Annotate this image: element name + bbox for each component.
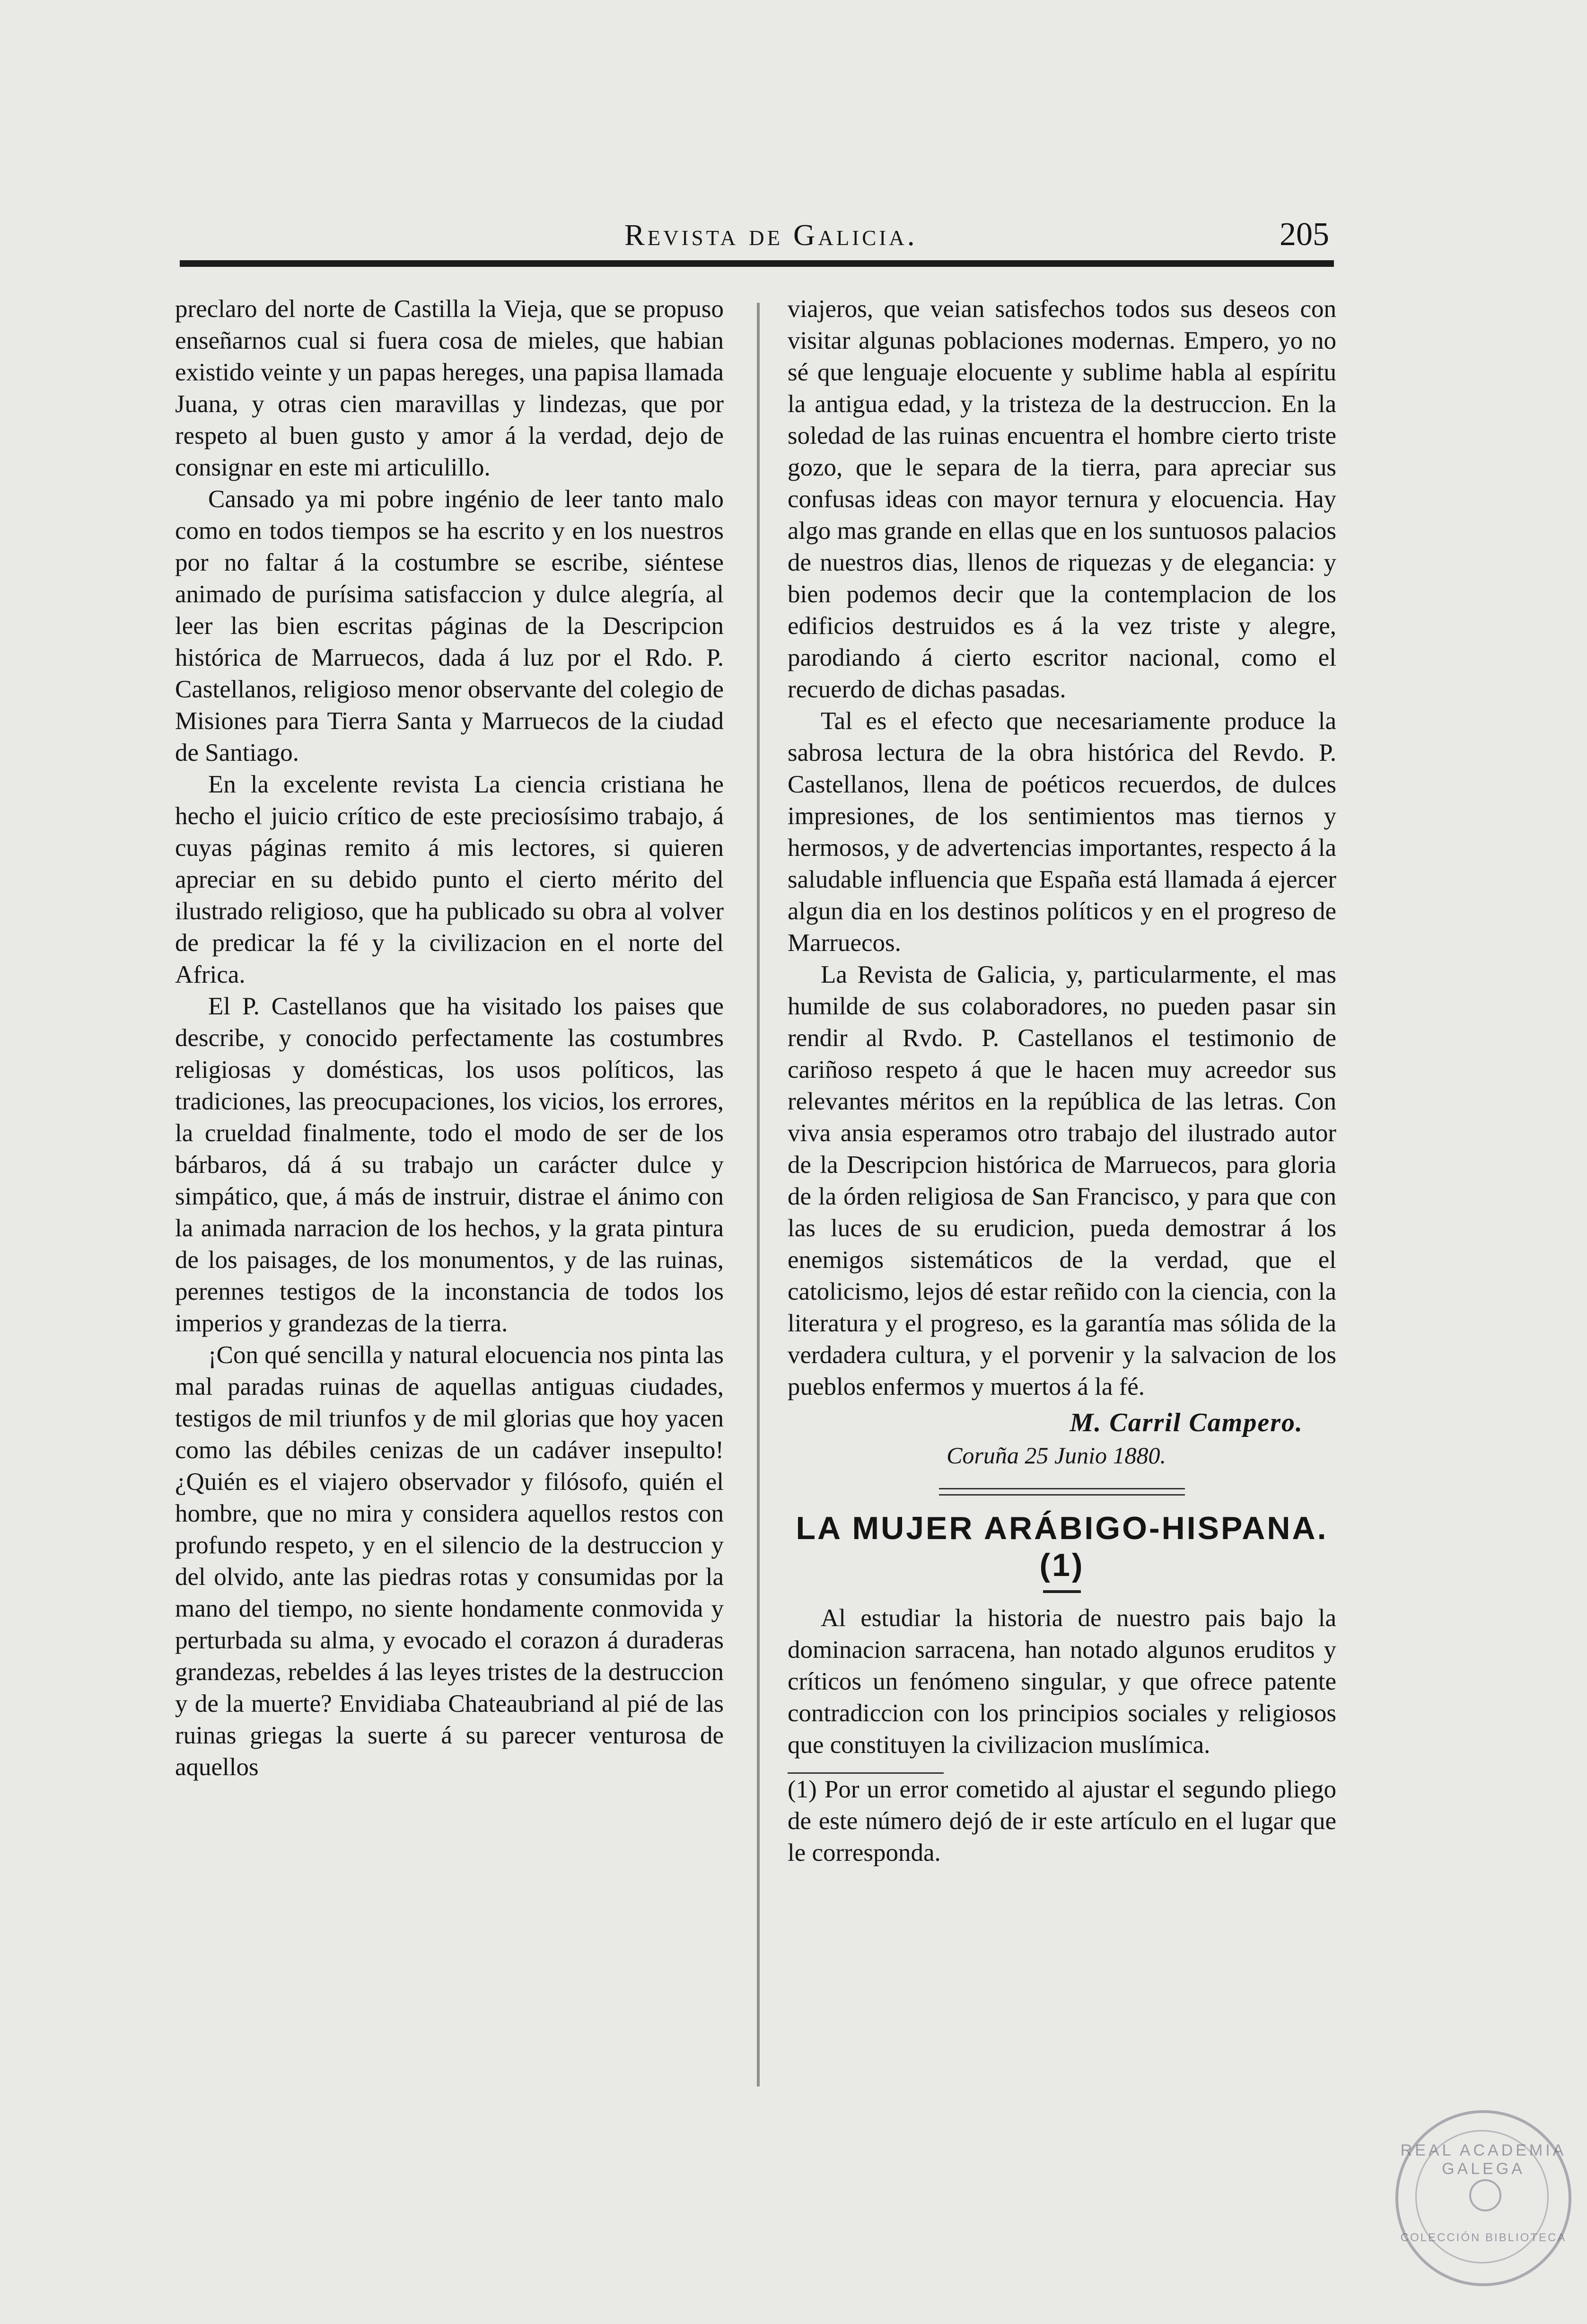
title-underline — [1043, 1590, 1081, 1593]
page-number: 205 — [1280, 216, 1329, 253]
article-title: LA MUJER ARÁBIGO-HISPANA. (1) — [796, 1510, 1328, 1583]
author-signature: M. Carril Campero. — [1070, 1408, 1303, 1437]
dateline: Coruña 25 Junio 1880. — [947, 1442, 1166, 1469]
header-rule — [180, 260, 1334, 267]
left-column — [175, 293, 724, 1783]
stamp-bottom-text: COLECCIÓN BIBLIOTECA — [1400, 2231, 1567, 2244]
section-divider — [939, 1488, 1185, 1496]
paragraph: viajeros, que veian satisfechos todos sus deseos con visitar algunas poblaciones modernas. Empero, yo no sé que lenguaje elocuente y sublime habla al espíritu la antigua edad, y la tristeza de la destruccion. En la soledad de las ruinas encuentra el hombre cierto triste gozo, que le separa de la tierra, para apreciar sus confusas ideas con mayor ternura y elocuencia. Hay algo mas grande en ellas que en los suntuosos palacios de nuestros dias, llenos de riquezas y de elegancia: y bien podemos decir que la contemplacion de los edificios destruidos es á la vez triste y alegre, parodiando á cierto escritor nacional, como el recuerdo de dichas pasadas. — [788, 295, 1336, 703]
paragraph: El P. Castellanos que ha visitado los paises que describe, y conocido perfectamente las costumbres religiosas y domésticas, los usos políticos, las tradiciones, las preocupaciones, los vicios, los errores, la crueldad finalmente, todo el modo de ser de los bárbaros, dá á su trabajo un carácter dulce y simpático, que, á más de instruir, distrae el ánimo con la animada narracion de los hechos, y la grata pintura de los paisages, de los monumentos, y de las ruinas, perennes testigos de la inconstancia de todos los imperios y grandezas de la tierra. — [175, 993, 724, 1337]
column-divider — [757, 303, 760, 2086]
stamp-top-text: REAL ACADEMIA GALEGA — [1400, 2141, 1567, 2178]
paragraph: Tal es el efecto que necesariamente produce la sabrosa lectura de la obra histórica del Revdo. P. Castellanos, llena de poéticos recuerdos, de dulces impresiones, de los sentimientos mas tiernos y hermosos, y de advertencias importantes, respecto á la saludable influencia que España está llamada á ejercer algun dia en los destinos políticos y en el progreso de Marruecos. — [788, 707, 1336, 957]
library-stamp — [1395, 2110, 1571, 2286]
paragraph: La Revista de Galicia, y, particularmente, el mas humilde de sus colaboradores, no pueden pasar sin rendir al Rvdo. P. Castellanos el testimonio de cariñoso respeto á que le hacen muy acreedor sus relevantes méritos en la república de las letras. Con viva ansia esperamos otro trabajo del ilustrado autor de la Descripcion histórica de Marruecos, para gloria de la órden religiosa de San Francisco, y para que con las luces de su erudicion, pueda demostrar á los enemigos sistemáticos de la verdad, que el catolicismo, lejos dé estar reñido con la ciencia, con la literatura y el progreso, es la garantía mas sólida de la verdadera cultura, y el porvenir y la salvacion de los pueblos enfermos y muertos á la fé. — [788, 961, 1336, 1400]
journal-title: Revista de Galicia. — [624, 218, 918, 252]
right-column — [788, 293, 1336, 1869]
paragraph: Cansado ya mi pobre ingénio de leer tanto malo como en todos tiempos se ha escrito y en los nuestros por no faltar á la costumbre se escribe, siéntese animado de purísima satisfaccion y dulce alegría, al leer las bien escritas páginas de la Descripcion histórica de Marruecos, dada á luz por el Rdo. P. Castellanos, religioso menor observante del colegio de Misiones para Tierra Santa y Marruecos de la ciudad de Santiago. — [175, 485, 724, 766]
running-header — [180, 208, 1334, 265]
paragraph: Al estudiar la historia de nuestro pais bajo la dominacion sarracena, han notado algunos eruditos y críticos un fenómeno singular, y que ofrece patente contradiccion con los principios sociales y religiosos que constituyen la civilizacion muslímica. — [788, 1604, 1336, 1759]
footnote: (1) Por un error cometido al ajustar el segundo pliego de este número dejó de ir este artículo en el lugar que le corresponda. — [788, 1776, 1336, 1866]
paragraph: En la excelente revista La ciencia cristiana he hecho el juicio crítico de este preciosísimo trabajo, á cuyas páginas remito á mis lectores, si quieren apreciar en su debido punto el cierto mérito del ilustrado religioso, que ha publicado su obra al volver de predicar la fé y la civilizacion en el norte del Africa. — [175, 771, 724, 988]
sun-icon — [1469, 2179, 1501, 2211]
paragraph: preclaro del norte de Castilla la Vieja, que se propuso enseñarnos cual si fuera cosa de mieles, que habian existido veinte y un papas hereges, una papisa llamada Juana, y otras cien maravillas y lindezas, que por respeto al buen gusto y amor á la verdad, dejo de consignar en este mi articulillo. — [175, 295, 724, 481]
paragraph: ¡Con qué sencilla y natural elocuencia nos pinta las mal paradas ruinas de aquellas antiguas ciudades, testigos de mil triunfos y de mil glorias que hoy yacen como las débiles cenizas de un cadáver insepulto! ¿Quién es el viajero observador y filósofo, quién el hombre, que no mira y considera aquellos restos con profundo respeto, y en el silencio de la destruccion y del olvido, ante las piedras rotas y consumidas por la mano del tiempo, no siente hondamente conmovida y perturbada su alma, y evocado el corazon á duraderas grandezas, rebeldes á las leyes tristes de la destruccion y de la muerte? Envidiaba Chateaubriand al pié de las ruinas griegas la suerte á su parecer venturosa de aquellos — [175, 1341, 724, 1781]
